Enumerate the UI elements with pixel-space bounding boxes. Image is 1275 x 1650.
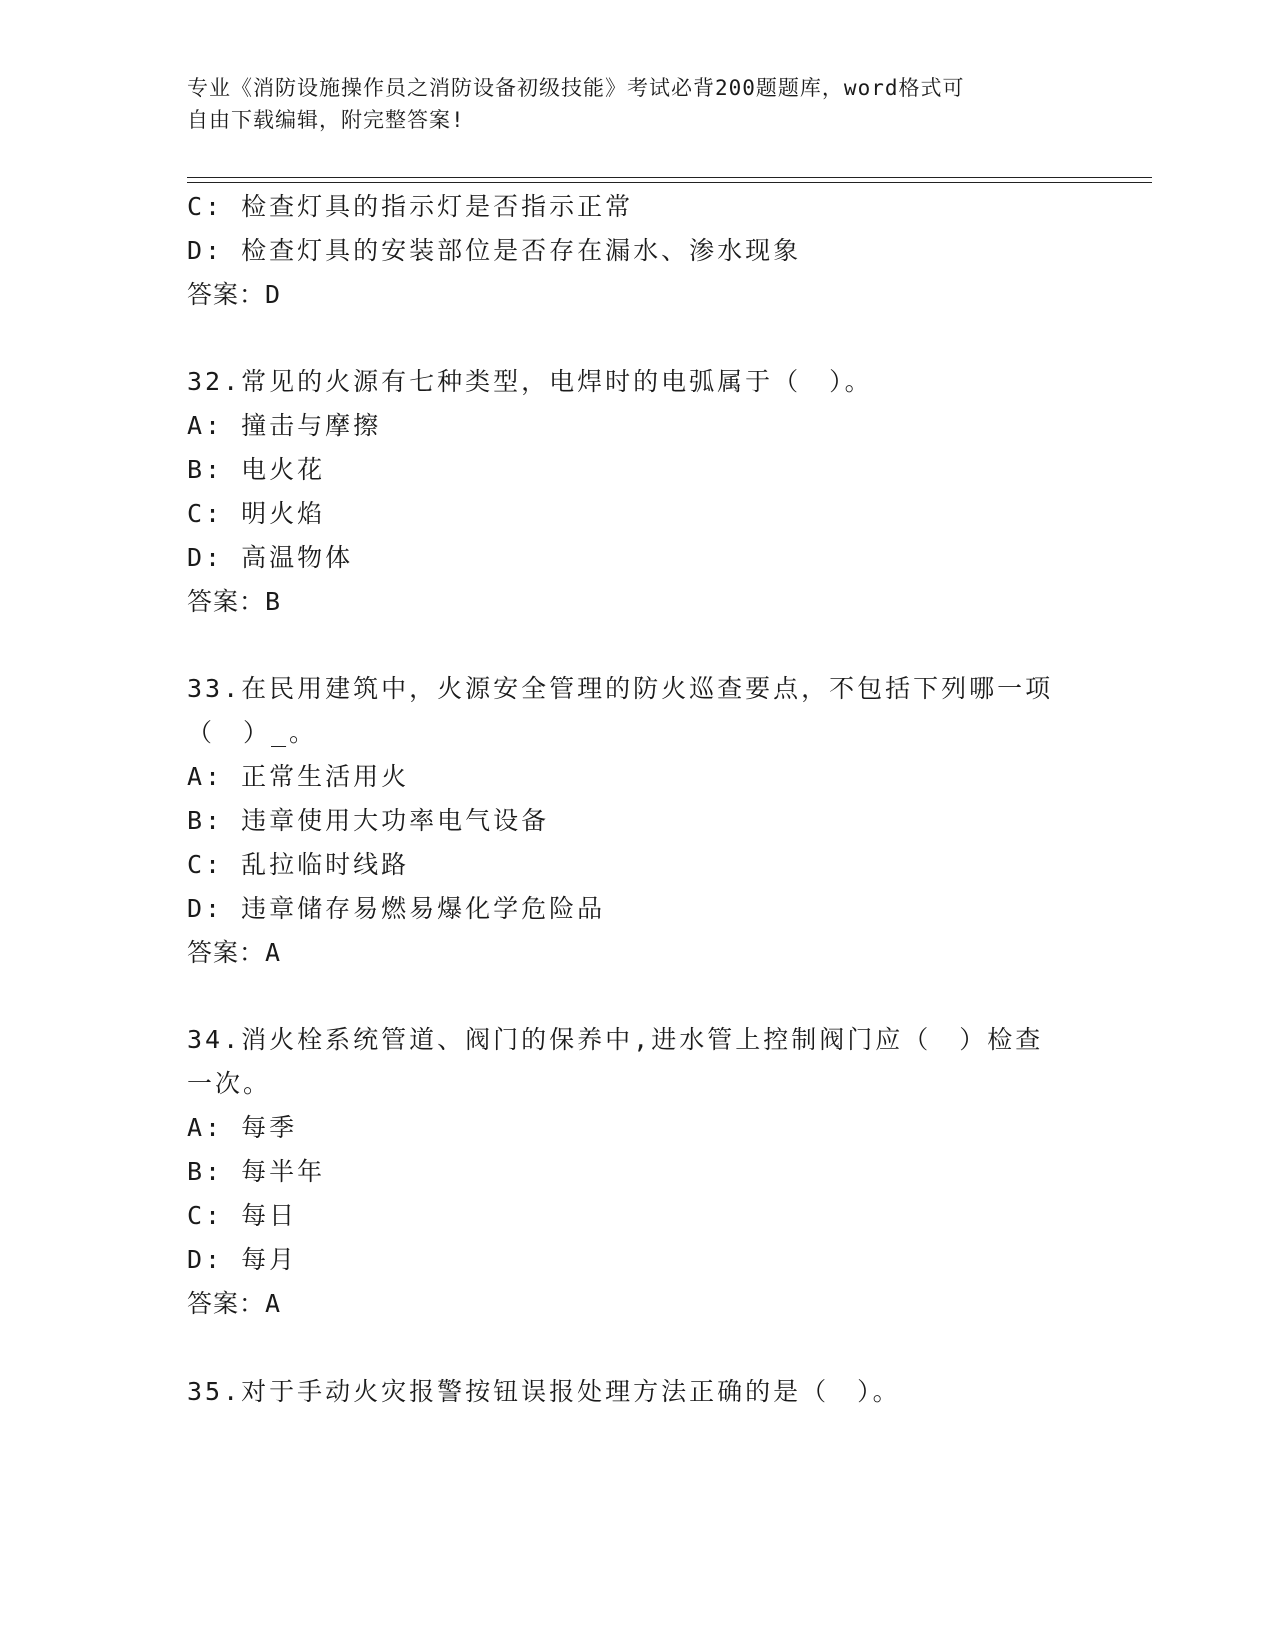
answer-value: D: [265, 280, 282, 309]
q33-option-b: B: 违章使用大功率电气设备: [187, 806, 550, 835]
q32-option-a: A: 撞击与摩擦: [187, 411, 382, 440]
q33-option-c: C: 乱拉临时线路: [187, 850, 410, 879]
header-line-1: 专业《消防设施操作员之消防设备初级技能》考试必背200题题库，word格式可: [187, 76, 965, 100]
q34-option-c: C: 每日: [187, 1201, 298, 1230]
q34-stem-line-1: 34.消火栓系统管道、阀门的保养中,进水管上控制阀门应（ ）检查: [187, 1025, 1044, 1054]
q34-stem-line-2: 一次。: [187, 1069, 272, 1098]
q32-answer: [187, 586, 281, 618]
q32-stem: 32.常见的火源有七种类型，电焊时的电弧属于（ ）。: [187, 367, 873, 396]
answer-label: 答案：: [187, 587, 266, 616]
answer-label: 答案：: [187, 1289, 266, 1318]
q33-stem-line-1: 33.在民用建筑中，火源安全管理的防火巡查要点，不包括下列哪一项: [187, 674, 1054, 703]
q32-option-c: C: 明火焰: [187, 499, 326, 528]
header-line-2: 自由下载编辑，附完整答案!: [187, 108, 465, 132]
answer-value: A: [265, 1289, 282, 1318]
q31-option-d: D: 检查灯具的安装部位是否存在漏水、渗水现象: [187, 236, 802, 265]
header-rule-bottom: [187, 182, 1152, 183]
q34-option-d: D: 每月: [187, 1245, 298, 1274]
q32-option-d: D: 高温物体: [187, 543, 354, 572]
q32-option-b: B: 电火花: [187, 455, 326, 484]
header-rule-top: [187, 177, 1152, 178]
document-header: [187, 72, 1067, 136]
q33-option-a: A: 正常生活用火: [187, 762, 410, 791]
answer-label: 答案：: [187, 938, 266, 967]
answer-value: A: [265, 938, 282, 967]
q33-answer: [187, 937, 281, 969]
q33-option-d: D: 违章储存易燃易爆化学危险品: [187, 894, 606, 923]
q34-answer: [187, 1288, 281, 1320]
q34-option-a: A: 每季: [187, 1113, 298, 1142]
q34-option-b: B: 每半年: [187, 1157, 326, 1186]
answer-value: B: [265, 587, 282, 616]
q33-stem-line-2: （ ）_。: [187, 718, 318, 747]
answer-label: 答案：: [187, 280, 266, 309]
q35-stem: 35.对于手动火灾报警按钮误报处理方法正确的是（ ）。: [187, 1377, 901, 1406]
q31-answer: [187, 279, 281, 311]
q31-option-c: C: 检查灯具的指示灯是否指示正常: [187, 192, 634, 221]
